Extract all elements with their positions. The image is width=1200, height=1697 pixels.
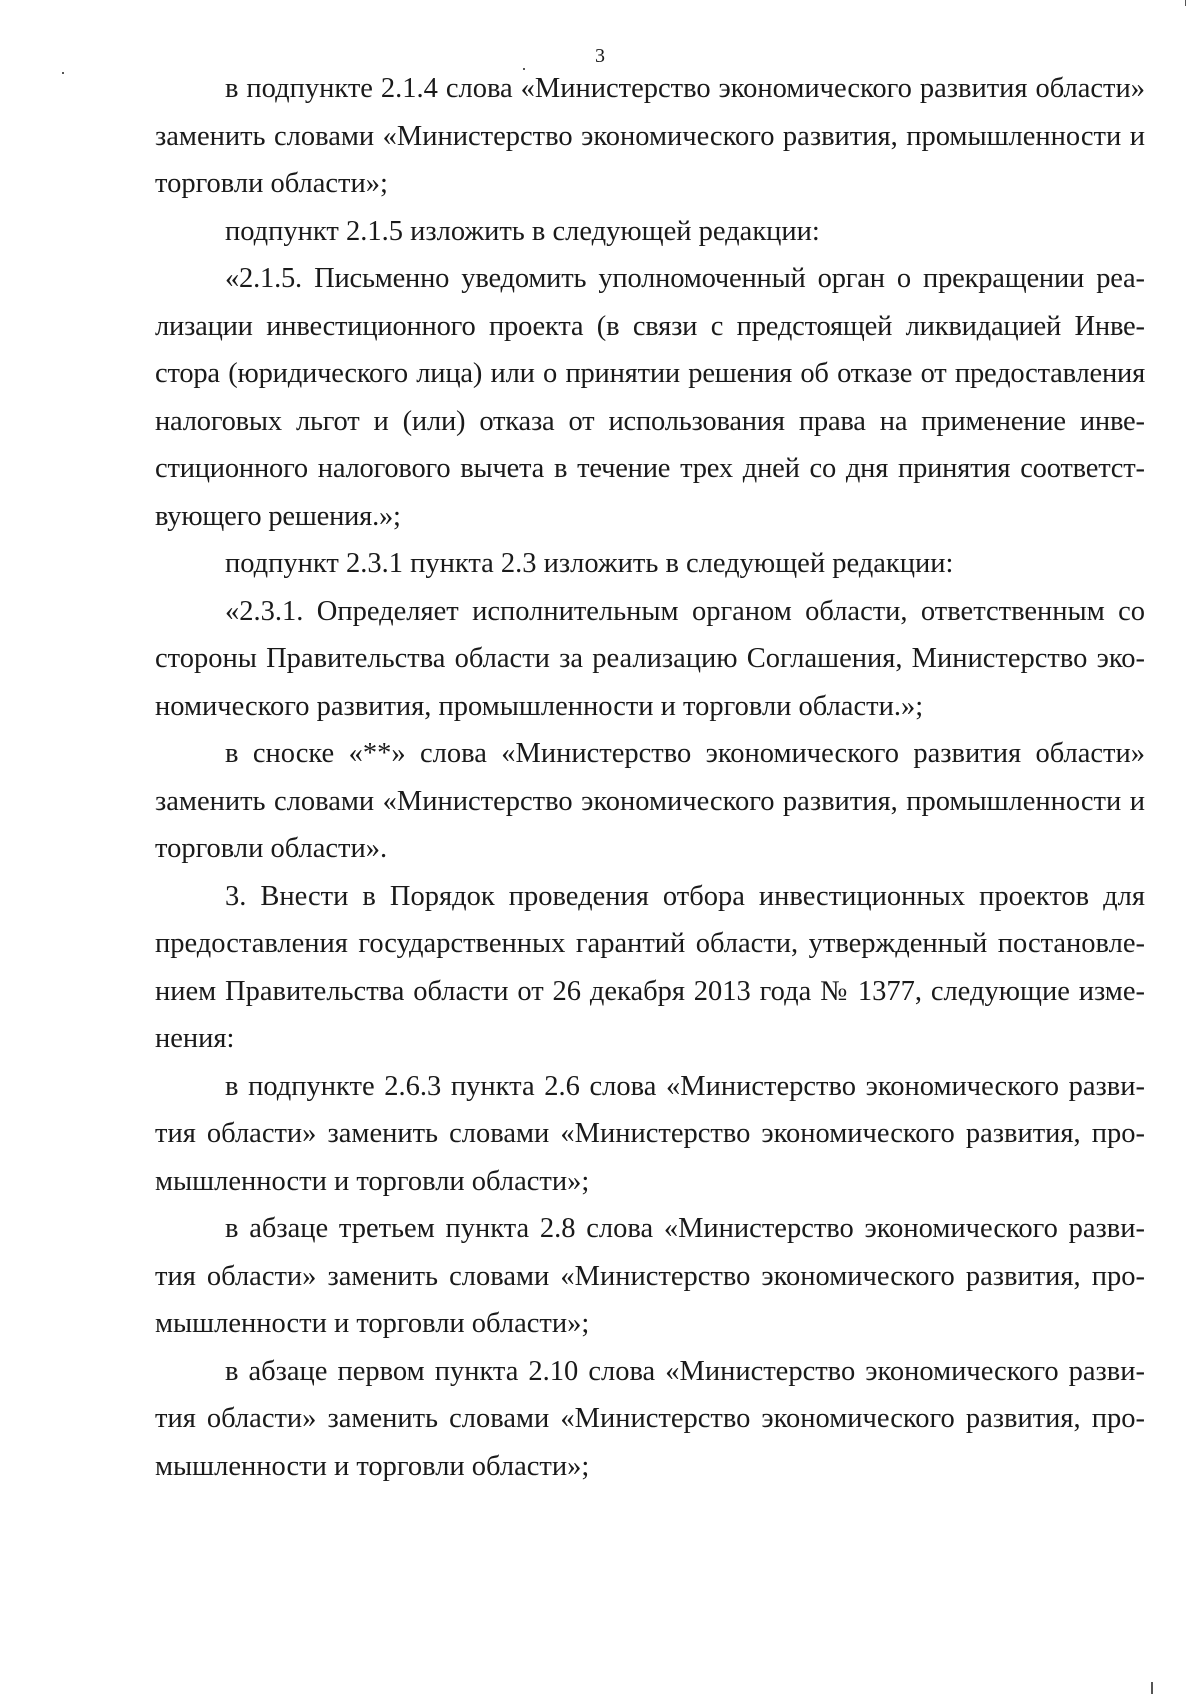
paragraph-subclause-2-1-4: в подпункте 2.1.4 слова «Министерство экономического развития области» заменить словами «Министерство экономического развития, промышленности и торговли области»;	[155, 73, 1145, 199]
page-number: 3	[595, 45, 605, 67]
scan-speck	[62, 72, 64, 74]
paragraph-footnote-change: в сноске «**» слова «Министерство экономического развития области» заменить словами «Министерство экономического развития, промышленности и торговли области».	[155, 738, 1145, 864]
paragraph-subclause-2-3-1-text: «2.3.1. Определяет исполнительным органом области, ответственным со стороны Правительства области за реализацию Соглашения, Министерство экономического развития, промышленности и торговли области.»;	[155, 595, 1145, 722]
scan-speck	[1185, 0, 1186, 6]
paragraph-subclause-2-1-5-intro: подпункт 2.1.5 изложить в следующей редакции:	[225, 215, 820, 247]
scan-speck	[1151, 1682, 1153, 1694]
paragraph-item-3: 3. Внести в Порядок проведения отбора инвестиционных проектов для предоставления государственных гарантий области, утвержденный постановлением Правительства области от 26 декабря 2013 года № 1377, следующие изменения:	[155, 880, 1145, 1054]
document-body	[155, 65, 1145, 1490]
paragraph-clause-2-10: в абзаце первом пункта 2.10 слова «Министерство экономического развития области» заменить словами «Министерство экономического развития, промышленности и торговли области»;	[155, 1355, 1145, 1482]
paragraph-subclause-2-1-5-text: «2.1.5. Письменно уведомить уполномоченный орган о прекращении реализации инвестиционного проекта (в связи с предстоящей ликвидацией Инвестора (юридического лица) или о принятии решения об отказе от предоставления налоговых льгот и (или) отказа от использования права на применение инвестиционного налогового вычета в течение трех дней со дня принятия соответствующего решения.»;	[155, 263, 1145, 532]
paragraph-subclause-2-3-1-intro: подпункт 2.3.1 пункта 2.3 изложить в следующей редакции:	[225, 548, 954, 579]
paragraph-clause-2-8: в абзаце третьем пункта 2.8 слова «Министерство экономического развития области» заменить словами «Министерство экономического развития, промышленности и торговли области»;	[155, 1213, 1145, 1339]
paragraph-subclause-2-6-3: в подпункте 2.6.3 пункта 2.6 слова «Министерство экономического развития области» заменить словами «Министерство экономического развития, промышленности и торговли области»;	[155, 1070, 1145, 1197]
